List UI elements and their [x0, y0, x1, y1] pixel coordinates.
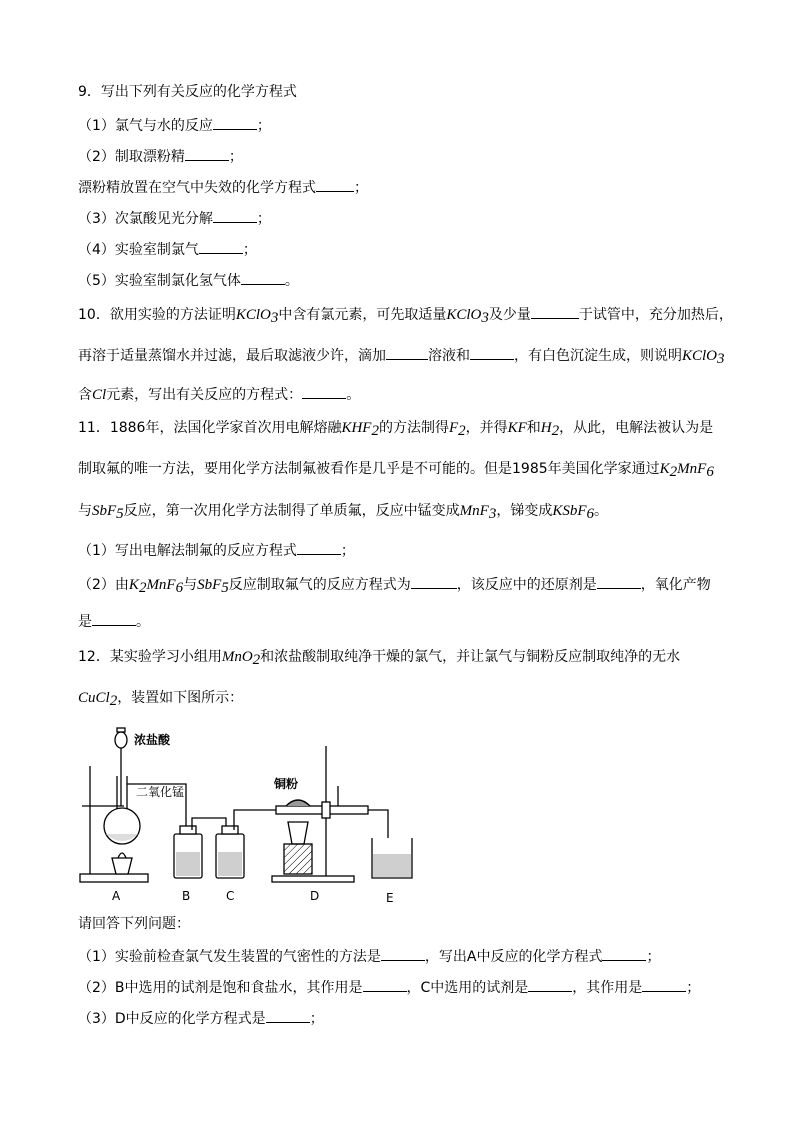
q9-part1: （1）氯气与水的反应 ； — [78, 115, 271, 136]
q11-part2-cont: 是 。 — [78, 611, 150, 632]
q11-part1: （1）写出电解法制氟的反应方程式 ； — [78, 540, 355, 561]
answer-blank[interactable] — [266, 1008, 310, 1023]
answer-blank[interactable] — [185, 146, 229, 161]
label-mno2: 二氧化锰 — [136, 785, 185, 799]
q12-ask: 请回答下列问题： — [78, 916, 190, 932]
answer-blank[interactable] — [363, 977, 407, 992]
answer-blank[interactable] — [411, 574, 457, 589]
separatory-funnel — [115, 732, 127, 748]
answer-blank[interactable] — [92, 611, 136, 626]
q12-line1: 12．某实验学习小组用MnO$_2$和浓盐酸制取纯净干燥的氯气，并让氯气与铜粉反应制取纯净的无水 — [78, 649, 681, 668]
q9-part3: （3）次氯酸见光分解 ； — [78, 208, 271, 229]
answer-blank[interactable] — [602, 946, 646, 961]
tube-c-d — [234, 810, 276, 830]
answer-blank[interactable] — [316, 177, 354, 192]
q12-line2: CuCl$_2$，装置如下图所示： — [78, 690, 244, 709]
q9-title: 9．写出下列有关反应的化学方程式 — [78, 84, 297, 100]
q10-line3: 含Cl元素，写出有关反应的方程式： 。 — [78, 384, 360, 405]
burner-d — [288, 822, 308, 844]
label-d: D — [310, 889, 320, 903]
answer-blank[interactable] — [381, 946, 425, 961]
burner-a — [112, 858, 132, 874]
q10-line2: 再溶于适量蒸馏水并过滤，最后取滤液少许，滴加 溶液和 ，有白色沉淀生成，则说明KClO$_3$ — [78, 345, 725, 366]
label-cu: 铜粉 — [274, 777, 299, 791]
answer-blank[interactable] — [470, 345, 514, 360]
q11-line3: 与SbF$_5$反应，第一次用化学方法制得了单质氟，反应中锰变成MnF$_3$，锑变成KSbF$_6$。 — [78, 503, 609, 522]
q9-part4: （4）实验室制氯气 ； — [78, 239, 257, 260]
label-c: C — [226, 889, 235, 903]
label-b: B — [182, 889, 191, 903]
stand-base-d — [272, 876, 354, 882]
q12-part3: （3）D中反应的化学方程式是 ； — [78, 1008, 324, 1029]
label-hcl: 浓盐酸 — [134, 733, 171, 747]
label-a: A — [112, 889, 121, 903]
answer-blank[interactable] — [386, 345, 428, 360]
apparatus-figure — [76, 726, 416, 906]
answer-blank[interactable] — [528, 977, 572, 992]
answer-blank[interactable] — [597, 574, 641, 589]
answer-blank[interactable] — [199, 239, 243, 254]
q12-part1: （1）实验前检查氯气发生装置的气密性的方法是 ，写出A中反应的化学方程式 ； — [78, 946, 660, 967]
answer-blank[interactable] — [302, 384, 346, 399]
q11-part2: （2）由$K_2MnF_6$与SbF$_5$反应制取氟气的反应方程式为 ，该反应中的还原剂是 ，氧化产物 — [78, 574, 711, 595]
answer-blank[interactable] — [213, 208, 257, 223]
block-d — [284, 844, 312, 874]
q10-line1: 10．欲用实验的方法证明KClO$_3$中含有氯元素，可先取适量KClO$_3$及少量 于试管中，充分加热后， — [78, 304, 733, 325]
answer-blank[interactable] — [642, 977, 686, 992]
q9-part2b: 漂粉精放置在空气中失效的化学方程式 ； — [78, 177, 368, 198]
answer-blank[interactable] — [241, 270, 285, 285]
q11-line1: 11．1886年，法国化学家首次用电解熔融$KHF_2$的方法制得$F_2$，并得KF和$H_2$，从此，电解法被认为是 — [78, 420, 714, 439]
q12-part2: （2）B中选用的试剂是饱和食盐水，其作用是 ，C中选用的试剂是 ，其作用是 ； — [78, 977, 700, 998]
answer-blank[interactable] — [213, 115, 257, 130]
tube-b-c — [192, 818, 226, 830]
label-e: E — [386, 891, 394, 905]
q9-part5: （5）实验室制氯化氢气体 。 — [78, 270, 299, 291]
answer-blank[interactable] — [531, 304, 579, 319]
answer-blank[interactable] — [297, 540, 341, 555]
stand-base-a — [80, 874, 148, 882]
q9-part2: （2）制取漂粉精 ； — [78, 146, 243, 167]
q11-line2: 制取氟的唯一方法，要用化学方法制氟被看作是几乎是不可能的。但是1985年美国化学家通过$K_2MnF_6$ — [78, 461, 714, 480]
